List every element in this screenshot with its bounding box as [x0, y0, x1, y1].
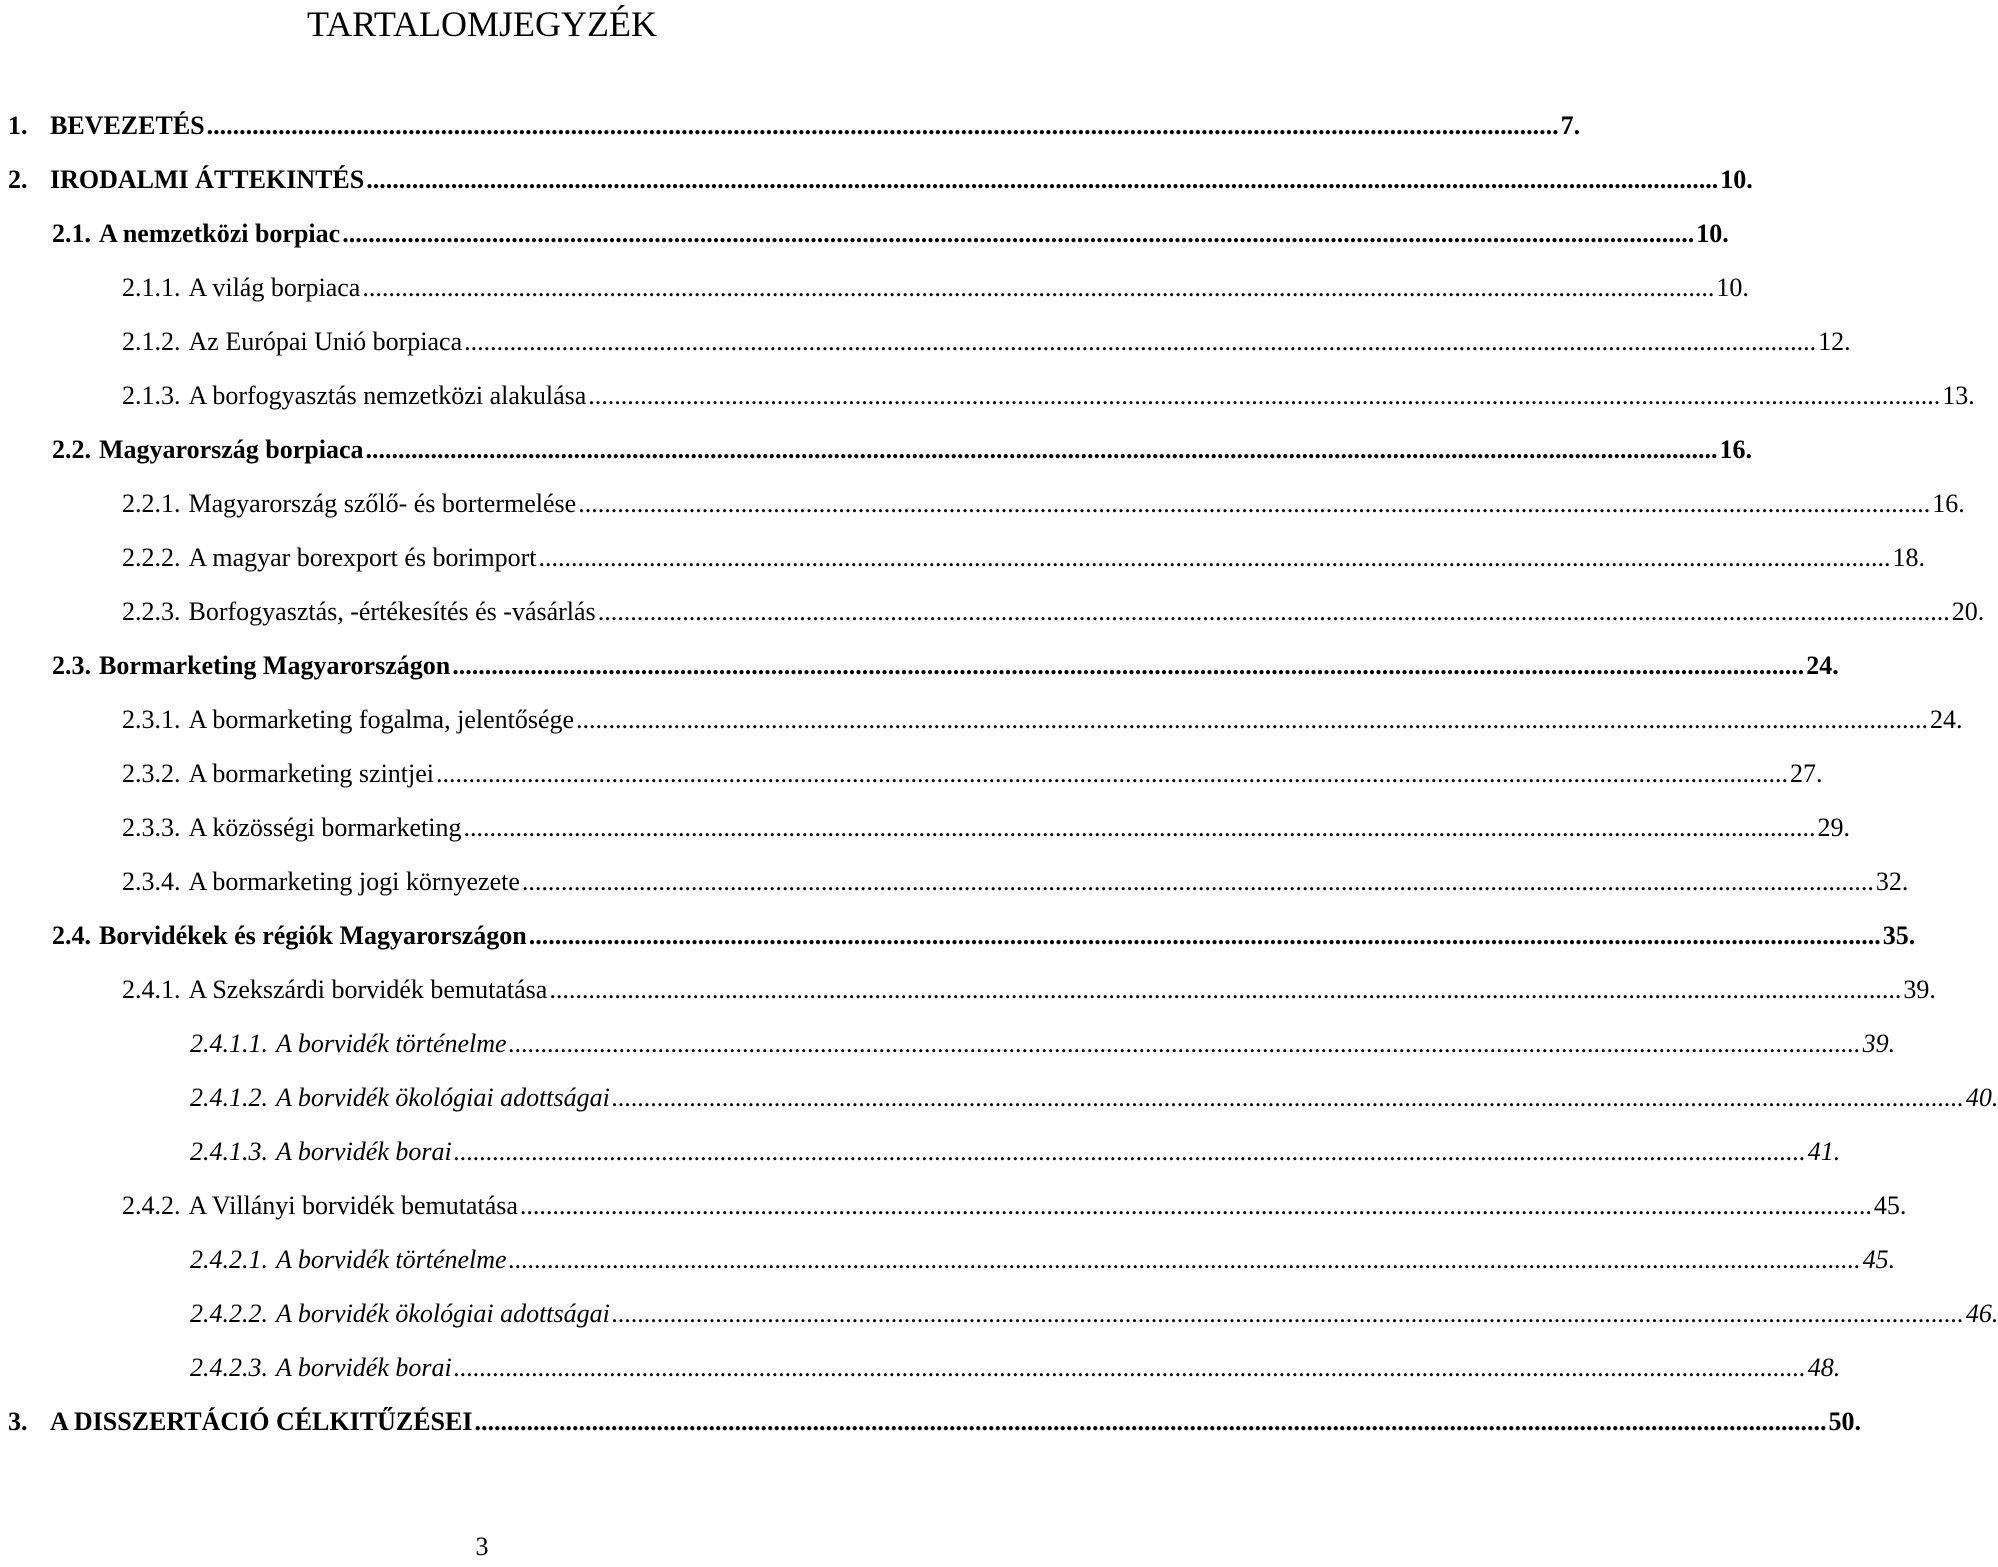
toc-entry[interactable] [0, 315, 1851, 369]
toc-entry-label: A borvidék történelme [276, 1029, 507, 1058]
toc-entry-page: 46. [1965, 1299, 1998, 1328]
toc-entry-number: 2.4.2.2. [190, 1299, 268, 1328]
dot-leader [342, 219, 1694, 249]
dot-leader [463, 813, 1815, 843]
toc-entry-number: 2.3.3. [122, 813, 181, 842]
toc-entry-label: A bormarketing fogalma, jelentősége [188, 705, 575, 734]
page-number: 3 [475, 1532, 489, 1561]
toc-entry-page: 7. [1560, 111, 1581, 140]
toc-entry[interactable] [0, 963, 1936, 1017]
table-of-contents [0, 99, 1998, 1449]
toc-entry-page: 10. [1696, 219, 1729, 248]
toc-entry-label: A nemzetközi borpiac [99, 219, 341, 248]
toc-entry[interactable] [0, 1233, 1896, 1287]
toc-entry-page: 12. [1818, 327, 1851, 356]
toc-entry-page: 13. [1942, 381, 1975, 410]
toc-entry-number: 2.2.1. [122, 489, 181, 518]
toc-entry-number: 2.4.1. [122, 975, 181, 1004]
toc-entry-page: 24. [1930, 705, 1963, 734]
toc-entry-label: Az Európai Unió borpiaca [188, 327, 463, 356]
toc-entry[interactable] [0, 1071, 1998, 1125]
toc-entry-label: A közösségi bormarketing [188, 813, 462, 842]
toc-entry[interactable] [0, 1179, 1907, 1233]
toc-entry[interactable] [0, 1017, 1896, 1071]
dot-leader [588, 381, 1940, 411]
dot-leader [464, 327, 1816, 357]
dot-leader [436, 759, 1788, 789]
toc-entry[interactable] [0, 801, 1850, 855]
toc-entry-number: 2.4.2. [122, 1191, 181, 1220]
dot-leader [366, 165, 1718, 195]
toc-entry[interactable] [0, 369, 1975, 423]
toc-entry[interactable] [0, 1125, 1841, 1179]
toc-entry-page: 48. [1807, 1353, 1841, 1382]
dot-leader [509, 1245, 1861, 1275]
dot-leader [576, 705, 1928, 735]
toc-entry-label: IRODALMI ÁTTEKINTÉS [50, 165, 365, 194]
toc-entry[interactable] [0, 1341, 1841, 1395]
page-title: TARTALOMJEGYZÉK [306, 4, 658, 44]
toc-entry-number: 2.4.2.1. [190, 1245, 268, 1274]
dot-leader [452, 651, 1804, 681]
toc-entry-number: 2.4.1.2. [190, 1083, 268, 1112]
toc-entry-number: 2.4.1.3. [190, 1137, 268, 1166]
toc-entry-number: 1. [8, 111, 28, 140]
toc-entry-label: A DISSZERTÁCIÓ CÉLKITŰZÉSEI [50, 1407, 473, 1436]
toc-entry-label: BEVEZETÉS [50, 111, 205, 140]
toc-entry-number: 2.2.3. [122, 597, 181, 626]
toc-entry[interactable] [0, 693, 1963, 747]
dot-leader [612, 1083, 1964, 1113]
toc-entry-label: Borfogyasztás, -értékesítés és -vásárlás [188, 597, 596, 626]
dot-leader [522, 867, 1874, 897]
dot-leader [474, 1407, 1826, 1437]
toc-entry-page: 50. [1828, 1407, 1861, 1436]
toc-entry-page: 16. [1719, 435, 1753, 464]
toc-entry-label: Magyarország szőlő- és bortermelése [188, 489, 577, 518]
toc-entry-number: 2.4.1.1. [190, 1029, 268, 1058]
toc-entry[interactable] [0, 423, 1753, 477]
toc-entry-page: 27. [1790, 759, 1823, 788]
toc-entry-label: A borvidék ökológiai adottságai [276, 1299, 610, 1328]
toc-entry-page: 45. [1862, 1245, 1896, 1274]
dot-leader [578, 489, 1930, 519]
toc-entry-page: 40. [1965, 1083, 1998, 1112]
toc-entry-label: A bormarketing jogi környezete [188, 867, 520, 896]
toc-entry-label: A borvidék borai [276, 1353, 452, 1382]
dot-leader [539, 543, 1891, 573]
toc-entry-label: A világ borpiaca [188, 273, 361, 302]
toc-entry-label: A borvidék történelme [276, 1245, 507, 1274]
toc-entry-label: A bormarketing szintjei [188, 759, 435, 788]
toc-entry-page: 24. [1806, 651, 1839, 680]
toc-entry-number: 2.3. [52, 651, 91, 680]
toc-entry[interactable] [0, 639, 1839, 693]
dot-leader [454, 1137, 1806, 1167]
toc-entry[interactable] [0, 261, 1749, 315]
toc-entry-page: 29. [1817, 813, 1850, 842]
toc-entry-number: 2.3.2. [122, 759, 181, 788]
dot-leader [612, 1299, 1964, 1329]
toc-entry-number: 2.1.1. [122, 273, 181, 302]
toc-entry[interactable] [0, 909, 1916, 963]
toc-entry-number: 2. [8, 165, 28, 194]
toc-entry-number: 2.3.4. [122, 867, 181, 896]
toc-entry-label: Bormarketing Magyarországon [99, 651, 451, 680]
toc-entry-label: A borfogyasztás nemzetközi alakulása [188, 381, 587, 410]
dot-leader [520, 1191, 1872, 1221]
toc-entry[interactable] [0, 207, 1729, 261]
toc-entry-page: 35. [1882, 921, 1916, 950]
toc-entry-label: Magyarország borpiaca [99, 435, 364, 464]
toc-entry-number: 2.2.2. [122, 543, 181, 572]
dot-leader [207, 111, 1559, 141]
dot-leader [454, 1353, 1806, 1383]
toc-entry[interactable] [0, 531, 1926, 585]
toc-entry-label: A Szekszárdi borvidék bemutatása [188, 975, 548, 1004]
toc-entry-number: 2.1.2. [122, 327, 181, 356]
toc-entry-number: 2.2. [52, 435, 91, 464]
dot-leader [366, 435, 1718, 465]
toc-entry-page: 16. [1932, 489, 1965, 518]
toc-entry-number: 2.1. [52, 219, 91, 248]
toc-entry-page: 39. [1862, 1029, 1896, 1058]
toc-entry-number: 2.3.1. [122, 705, 181, 734]
toc-entry[interactable] [0, 99, 1581, 153]
toc-entry-number: 2.4. [52, 921, 91, 950]
toc-entry-page: 18. [1892, 543, 1926, 572]
toc-entry-label: Borvidékek és régiók Magyarországon [99, 921, 527, 950]
toc-entry-label: A borvidék ökológiai adottságai [276, 1083, 610, 1112]
toc-entry-page: 10. [1720, 165, 1753, 194]
toc-entry-number: 2.4.2.3. [190, 1353, 268, 1382]
toc-entry[interactable] [0, 585, 1985, 639]
toc-entry-label: A Villányi borvidék bemutatása [188, 1191, 518, 1220]
toc-entry-page: 32. [1875, 867, 1909, 896]
dot-leader [598, 597, 1950, 627]
toc-entry-page: 41. [1807, 1137, 1841, 1166]
dot-leader [529, 921, 1881, 951]
dot-leader [509, 1029, 1861, 1059]
toc-entry[interactable] [0, 1395, 1861, 1449]
dot-leader [549, 975, 1901, 1005]
toc-entry-label: A magyar borexport és borimport [188, 543, 537, 572]
toc-entry[interactable] [0, 855, 1909, 909]
toc-entry[interactable] [0, 747, 1823, 801]
toc-entry-number: 3. [8, 1407, 28, 1436]
toc-entry-page: 39. [1903, 975, 1936, 1004]
toc-entry-number: 2.1.3. [122, 381, 181, 410]
toc-entry-page: 10. [1716, 273, 1749, 302]
toc-entry[interactable] [0, 153, 1753, 207]
toc-entry[interactable] [0, 477, 1965, 531]
toc-entry-label: A borvidék borai [276, 1137, 452, 1166]
toc-entry-page: 20. [1951, 597, 1985, 626]
dot-leader [362, 273, 1714, 303]
toc-entry[interactable] [0, 1287, 1998, 1341]
toc-entry-page: 45. [1873, 1191, 1907, 1220]
